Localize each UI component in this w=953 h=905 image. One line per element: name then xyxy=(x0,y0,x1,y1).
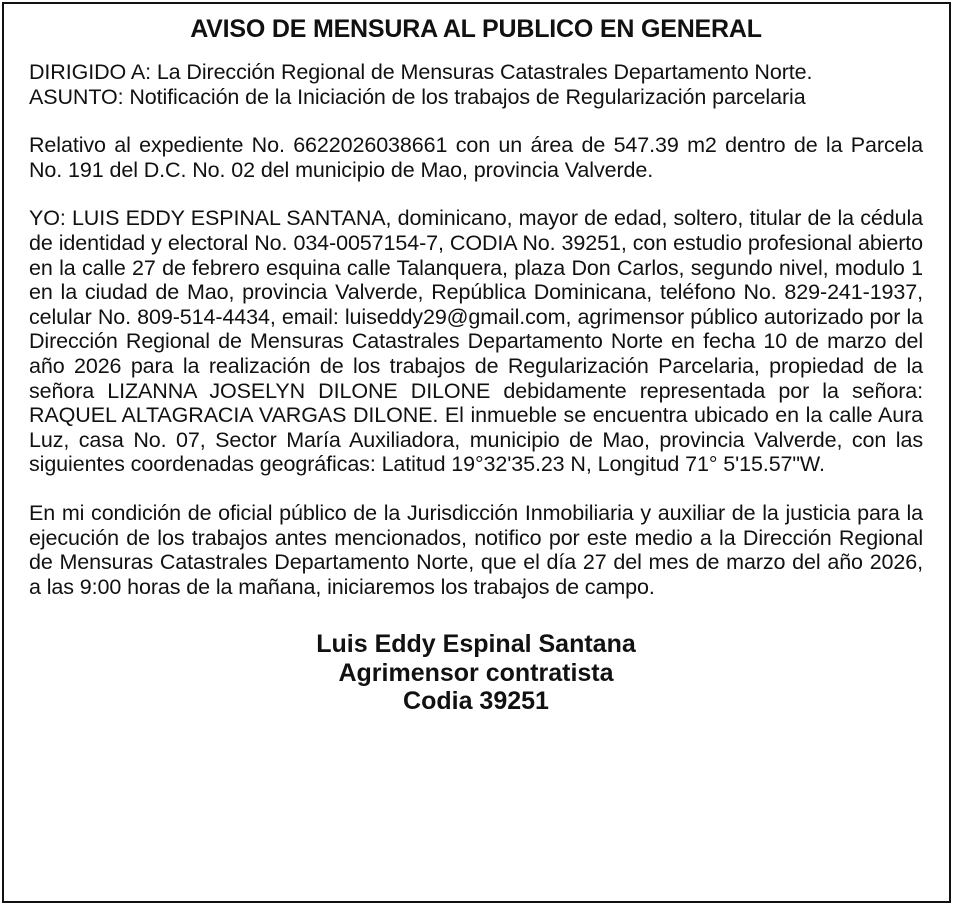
reference-paragraph: Relativo al expediente No. 6622026038661 con un área de 547.39 m2 dentro de la Parcela No. 191 del D.C. No. 02 del municipio de Mao, provincia Valverde. xyxy=(29,133,923,182)
legal-notice xyxy=(2,2,951,903)
notice-title: AVISO DE MENSURA AL PUBLICO EN GENERAL xyxy=(190,15,762,43)
signer-name: Luis Eddy Espinal Santana xyxy=(316,630,636,659)
signature-block xyxy=(29,630,923,716)
paragraph-spacer xyxy=(29,477,923,501)
notice-body xyxy=(4,4,949,716)
addressed-to-paragraph: DIRIGIDO A: La Dirección Regional de Mensuras Catastrales Departamento Norte. xyxy=(29,60,813,84)
signer-codia: Codia 39251 xyxy=(403,687,549,716)
paragraph-spacer xyxy=(29,182,923,206)
signer-role: Agrimensor contratista xyxy=(338,658,614,687)
paragraph-spacer xyxy=(29,109,923,133)
subject-paragraph: ASUNTO: Notificación de la Iniciación de los trabajos de Regularización parcelaria xyxy=(29,84,806,109)
statement-paragraph: YO: LUIS EDDY ESPINAL SANTANA, dominicano, mayor de edad, soltero, titular de la cédula de identidad y electoral No. 034-0057154-7, CODIA No. 39251, con estudio profesional abierto en la calle 27 de febrero esquina calle Talanquera, plaza Don Carlos, segundo nivel, modulo 1 en la ciudad de Mao, provincia Valverde, República Dominicana, teléfono No. 829-241-1937, celular No. 809-514-4434, email: luiseddy29@gmail.com, agrimensor público autorizado por la Dirección Regional de Mensuras Catastrales Departamento Norte en fecha 10 de marzo del año 2026 para la realización de los trabajos de Regularización Parcelaria, propiedad de la señora LIZANNA JOSELYN DILONE DILONE debidamente representada por la señora: RAQUEL ALTAGRACIA VARGAS DILONE. El inmueble se encuentra ubicado en la calle Aura Luz, casa No. 07, Sector María Auxiliadora, municipio de Mao, provincia Valverde, con las siguientes coordenadas geográficas: Latitud 19°32'35.23 N, Longitud 71° 5'15.57"W. xyxy=(29,206,923,477)
notification-paragraph: En mi condición de oficial público de la Jurisdicción Inmobiliaria y auxiliar de la justicia para la ejecución de los trabajos antes mencionados, notifico por este medio a la Dirección Regional de Mensuras Catastrales Departamento Norte, que el día 27 del mes de marzo del año 2026, a las 9:00 horas de la mañana, iniciaremos los trabajos de campo. xyxy=(29,500,923,599)
